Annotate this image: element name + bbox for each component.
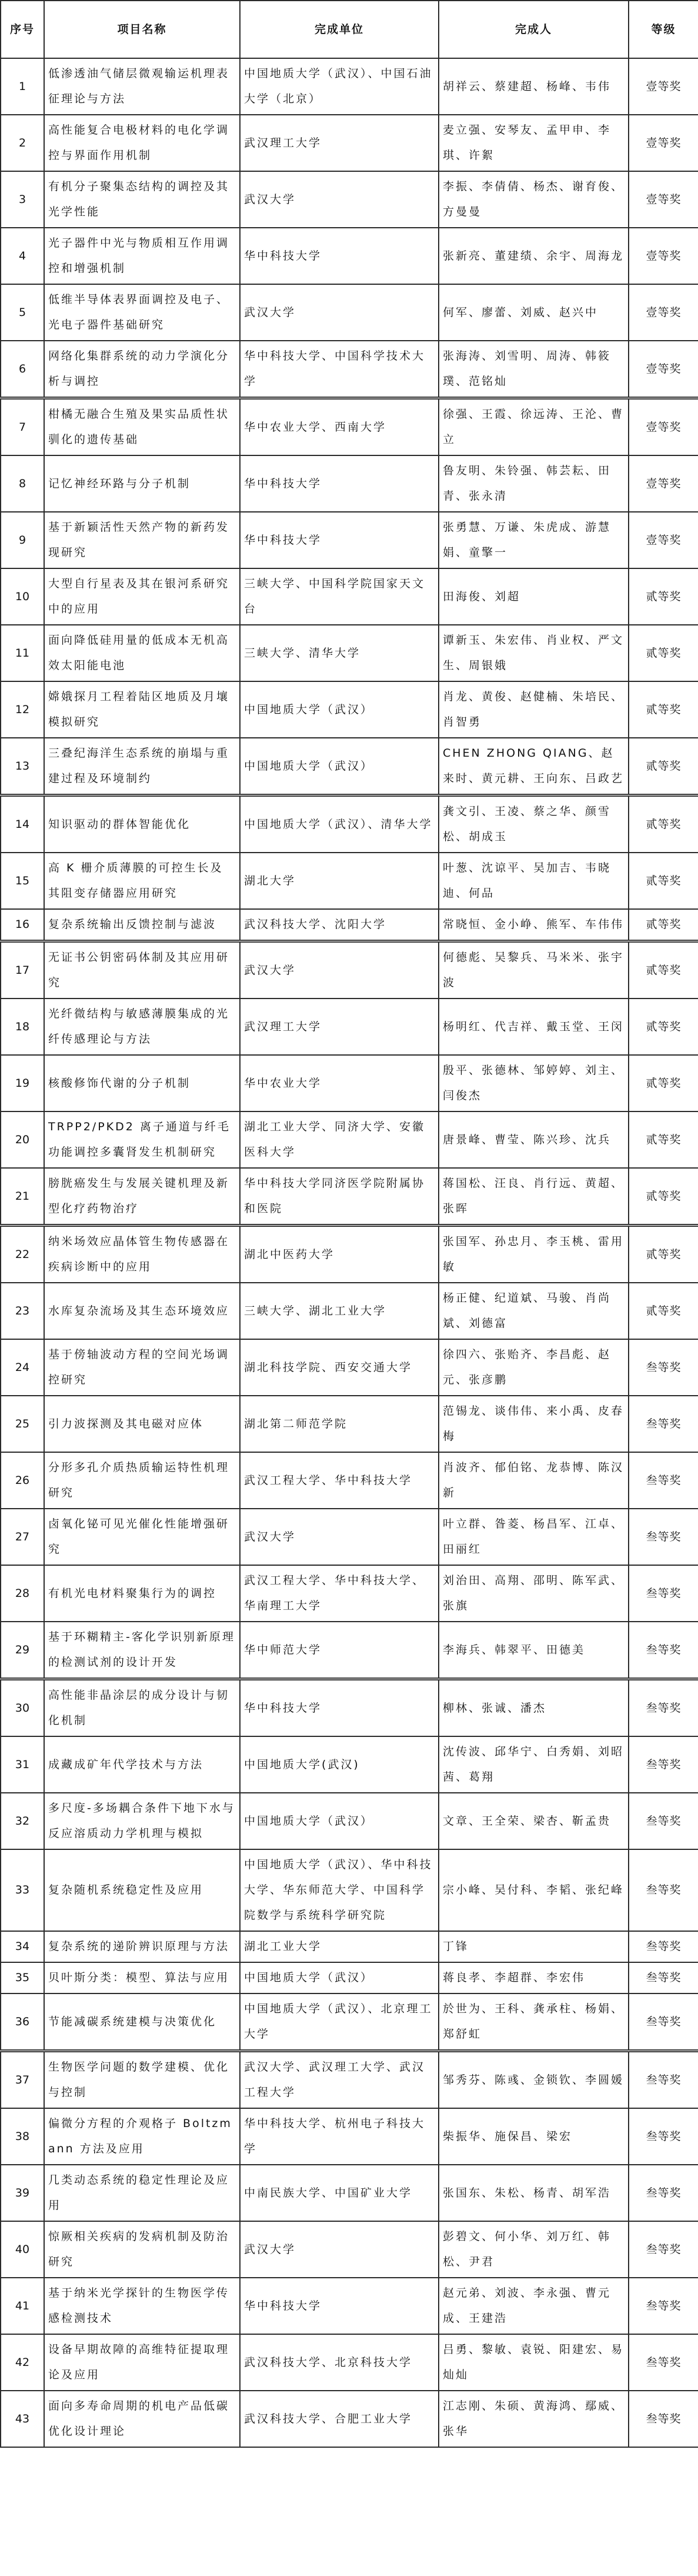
completing-units: 武汉科技大学、合肥工业大学 xyxy=(240,2391,439,2447)
award-grade: 贰等奖 xyxy=(629,568,698,625)
table-row xyxy=(1,1452,698,1509)
row-number: 38 xyxy=(1,2108,44,2165)
project-title: 有机分子聚集态结构的调控及其光学性能 xyxy=(44,171,240,228)
table-row xyxy=(1,1622,698,1679)
project-title: 多尺度-多场耦合条件下地下水与反应溶质动力学机理与模拟 xyxy=(44,1793,240,1849)
award-grade: 叁等奖 xyxy=(629,2221,698,2278)
table-row xyxy=(1,1055,698,1111)
table-row xyxy=(1,115,698,171)
award-grade: 贰等奖 xyxy=(629,681,698,738)
completing-units: 湖北大学 xyxy=(240,853,439,909)
project-title: TRPP2/PKD2 离子通道与纤毛功能调控多囊肾发生机制研究 xyxy=(44,1111,240,1168)
row-number: 9 xyxy=(1,512,44,568)
award-grade: 叁等奖 xyxy=(629,1339,698,1396)
award-grade: 叁等奖 xyxy=(629,2165,698,2221)
header-no: 序号 xyxy=(1,1,44,58)
project-title: 纳米场效应晶体管生物传感器在疾病诊断中的应用 xyxy=(44,1226,240,1283)
completers: 邹秀芬、陈彧、金锁钦、李圆媛 xyxy=(439,2051,629,2109)
project-title: 贝叶斯分类：模型、算法与应用 xyxy=(44,1962,240,1993)
row-number: 21 xyxy=(1,1168,44,1226)
project-title: 复杂随机系统稳定性及应用 xyxy=(44,1849,240,1931)
project-title: 高 K 栅介质薄膜的可控生长及其阻变存储器应用研究 xyxy=(44,853,240,909)
completing-units: 武汉工程大学、华中科技大学、华南理工大学 xyxy=(240,1565,439,1622)
award-grade: 贰等奖 xyxy=(629,941,698,999)
project-title: 引力波探测及其电磁对应体 xyxy=(44,1396,240,1452)
completers: 张新亮、董建绩、余宇、周海龙 xyxy=(439,228,629,284)
table-row xyxy=(1,625,698,681)
award-grade: 贰等奖 xyxy=(629,738,698,796)
row-number: 23 xyxy=(1,1283,44,1339)
award-grade: 叁等奖 xyxy=(629,1509,698,1565)
table-row xyxy=(1,909,698,941)
completing-units: 武汉科技大学、北京科技大学 xyxy=(240,2334,439,2391)
award-grade: 叁等奖 xyxy=(629,1565,698,1622)
completers: 张国军、孙忠月、李玉桃、雷用敏 xyxy=(439,1226,629,1283)
award-grade: 叁等奖 xyxy=(629,1962,698,1993)
table-row xyxy=(1,1168,698,1226)
award-grade: 贰等奖 xyxy=(629,796,698,853)
completers: 柴振华、施保昌、梁宏 xyxy=(439,2108,629,2165)
completing-units: 武汉大学 xyxy=(240,171,439,228)
row-number: 41 xyxy=(1,2278,44,2334)
project-title: 基于新颖活性天然产物的新药发现研究 xyxy=(44,512,240,568)
completing-units: 华中科技大学 xyxy=(240,1679,439,1737)
completers: 徐四六、张贻齐、李昌彪、赵元、张彦鹏 xyxy=(439,1339,629,1396)
award-grade: 叁等奖 xyxy=(629,2278,698,2334)
completers: 唐景峰、曹莹、陈兴珍、沈兵 xyxy=(439,1111,629,1168)
table-row xyxy=(1,2334,698,2391)
award-grade: 叁等奖 xyxy=(629,2051,698,2109)
completers: 彭碧文、何小华、刘万红、韩松、尹君 xyxy=(439,2221,629,2278)
completers: 蒋良孝、李超群、李宏伟 xyxy=(439,1962,629,1993)
table-row xyxy=(1,568,698,625)
award-grade: 贰等奖 xyxy=(629,909,698,941)
completers: 田海俊、刘超 xyxy=(439,568,629,625)
header-units: 完成单位 xyxy=(240,1,439,58)
project-title: 知识驱动的群体智能优化 xyxy=(44,796,240,853)
project-title: 嫦娥探月工程着陆区地质及月壤模拟研究 xyxy=(44,681,240,738)
row-number: 26 xyxy=(1,1452,44,1509)
row-number: 8 xyxy=(1,455,44,512)
completers: 柳林、张诚、潘杰 xyxy=(439,1679,629,1737)
table-row xyxy=(1,1931,698,1962)
row-number: 27 xyxy=(1,1509,44,1565)
completers: 於世为、王科、龚承柱、杨娟、郑舒虹 xyxy=(439,1993,629,2051)
award-grade: 壹等奖 xyxy=(629,171,698,228)
completers: 常晓恒、金小峥、熊军、车伟伟 xyxy=(439,909,629,941)
completing-units: 湖北中医药大学 xyxy=(240,1226,439,1283)
project-title: 光纤微结构与敏感薄膜集成的光纤传感理论与方法 xyxy=(44,999,240,1055)
row-number: 34 xyxy=(1,1931,44,1962)
row-number: 11 xyxy=(1,625,44,681)
project-title: 无证书公钥密码体制及其应用研究 xyxy=(44,941,240,999)
completing-units: 三峡大学、清华大学 xyxy=(240,625,439,681)
award-grade: 叁等奖 xyxy=(629,1993,698,2051)
project-title: 基于傍轴波动方程的空间光场调控研究 xyxy=(44,1339,240,1396)
completing-units: 中国地质大学（武汉） xyxy=(240,738,439,796)
table-row xyxy=(1,58,698,115)
completers: 江志刚、朱硕、黄海鸿、鄢威、张华 xyxy=(439,2391,629,2447)
project-title: 有机光电材料聚集行为的调控 xyxy=(44,1565,240,1622)
completing-units: 三峡大学、湖北工业大学 xyxy=(240,1283,439,1339)
row-number: 42 xyxy=(1,2334,44,2391)
header-title: 项目名称 xyxy=(44,1,240,58)
table-row xyxy=(1,1962,698,1993)
row-number: 13 xyxy=(1,738,44,796)
project-title: 卤氧化铋可见光催化性能增强研究 xyxy=(44,1509,240,1565)
project-title: 大型自行星表及其在银河系研究中的应用 xyxy=(44,568,240,625)
project-title: 复杂系统输出反馈控制与滤波 xyxy=(44,909,240,941)
table-row xyxy=(1,284,698,341)
completing-units: 中国地质大学（武汉） xyxy=(240,1962,439,1993)
table-row xyxy=(1,341,698,398)
table-row xyxy=(1,1509,698,1565)
table-row xyxy=(1,738,698,796)
completers: 沈传波、邱华宁、白秀娟、刘昭茜、葛翔 xyxy=(439,1736,629,1793)
project-title: 复杂系统的递阶辨识原理与方法 xyxy=(44,1931,240,1962)
completing-units: 武汉大学 xyxy=(240,2221,439,2278)
completers: 鲁友明、朱铃强、韩芸耘、田青、张永清 xyxy=(439,455,629,512)
completers: 丁锋 xyxy=(439,1931,629,1962)
row-number: 32 xyxy=(1,1793,44,1849)
project-title: 膀胱癌发生与发展关键机理及新型化疗药物治疗 xyxy=(44,1168,240,1226)
row-number: 17 xyxy=(1,941,44,999)
award-grade: 壹等奖 xyxy=(629,398,698,456)
completers: 叶葱、沈谅平、吴加吉、韦晓迪、何品 xyxy=(439,853,629,909)
completing-units: 中国地质大学（武汉） xyxy=(240,1793,439,1849)
row-number: 2 xyxy=(1,115,44,171)
award-grade: 贰等奖 xyxy=(629,1283,698,1339)
table-row xyxy=(1,1283,698,1339)
completing-units: 华中科技大学 xyxy=(240,455,439,512)
row-number: 37 xyxy=(1,2051,44,2109)
completers: CHEN ZHONG QIANG、赵来时、黄元耕、王向东、吕政艺 xyxy=(439,738,629,796)
completing-units: 武汉大学 xyxy=(240,1509,439,1565)
completers: 李海兵、韩翠平、田德美 xyxy=(439,1622,629,1679)
award-grade: 叁等奖 xyxy=(629,2334,698,2391)
row-number: 25 xyxy=(1,1396,44,1452)
completers: 肖波齐、郁伯铭、龙恭博、陈汉新 xyxy=(439,1452,629,1509)
completers: 叶立群、昝菱、杨昌军、江卓、田丽红 xyxy=(439,1509,629,1565)
completing-units: 武汉大学 xyxy=(240,284,439,341)
table-row xyxy=(1,1396,698,1452)
table-row xyxy=(1,1226,698,1283)
completers: 杨明红、代吉祥、戴玉堂、王闵 xyxy=(439,999,629,1055)
award-grade: 叁等奖 xyxy=(629,1793,698,1849)
completers: 张国东、朱松、杨青、胡军浩 xyxy=(439,2165,629,2221)
completers: 赵元弟、刘波、李永强、曹元成、王建浩 xyxy=(439,2278,629,2334)
award-grade: 贰等奖 xyxy=(629,1055,698,1111)
table-row xyxy=(1,2165,698,2221)
completers: 麦立强、安琴友、孟甲申、李琪、许絮 xyxy=(439,115,629,171)
project-title: 偏微分方程的介观格子 Boltzmann 方法及应用 xyxy=(44,2108,240,2165)
row-number: 4 xyxy=(1,228,44,284)
project-title: 高性能复合电极材料的电化学调控与界面作用机制 xyxy=(44,115,240,171)
table-row xyxy=(1,1736,698,1793)
table-row xyxy=(1,398,698,456)
award-grade: 贰等奖 xyxy=(629,1226,698,1283)
table-row xyxy=(1,1111,698,1168)
completers: 胡祥云、蔡建超、杨峰、韦伟 xyxy=(439,58,629,115)
completing-units: 中国地质大学（武汉） xyxy=(240,681,439,738)
award-grade: 壹等奖 xyxy=(629,58,698,115)
completers: 文章、王全荣、梁杏、靳孟贵 xyxy=(439,1793,629,1849)
completing-units: 中国地质大学（武汉）、华中科技大学、华东师范大学、中国科学院数学与系统科学研究院 xyxy=(240,1849,439,1931)
row-number: 10 xyxy=(1,568,44,625)
row-number: 18 xyxy=(1,999,44,1055)
project-title: 分形多孔介质热质输运特性机理研究 xyxy=(44,1452,240,1509)
table-row xyxy=(1,1793,698,1849)
completers: 蒋国松、汪良、肖行远、黄超、张晖 xyxy=(439,1168,629,1226)
row-number: 14 xyxy=(1,796,44,853)
award-grade: 壹等奖 xyxy=(629,455,698,512)
project-title: 高性能非晶涂层的成分设计与韧化机制 xyxy=(44,1679,240,1737)
award-grade: 叁等奖 xyxy=(629,2108,698,2165)
project-title: 生物医学问题的数学建模、优化与控制 xyxy=(44,2051,240,2109)
project-title: 低渗透油气储层微观输运机理表征理论与方法 xyxy=(44,58,240,115)
project-title: 记忆神经环路与分子机制 xyxy=(44,455,240,512)
project-title: 基于纳米光学探针的生物医学传感检测技术 xyxy=(44,2278,240,2334)
table-row xyxy=(1,1993,698,2051)
row-number: 28 xyxy=(1,1565,44,1622)
award-grade: 壹等奖 xyxy=(629,512,698,568)
row-number: 15 xyxy=(1,853,44,909)
table-header-row xyxy=(1,1,698,58)
completing-units: 湖北工业大学 xyxy=(240,1931,439,1962)
award-grade: 叁等奖 xyxy=(629,1849,698,1931)
award-grade: 叁等奖 xyxy=(629,2391,698,2447)
completers: 刘治田、高翔、邵明、陈军武、张旗 xyxy=(439,1565,629,1622)
completing-units: 武汉科技大学、沈阳大学 xyxy=(240,909,439,941)
completing-units: 华中科技大学 xyxy=(240,228,439,284)
table-row xyxy=(1,2051,698,2109)
row-number: 35 xyxy=(1,1962,44,1993)
project-title: 网络化集群系统的动力学演化分析与调控 xyxy=(44,341,240,398)
project-title: 水库复杂流场及其生态环境效应 xyxy=(44,1283,240,1339)
table-row xyxy=(1,853,698,909)
table-row xyxy=(1,796,698,853)
row-number: 19 xyxy=(1,1055,44,1111)
row-number: 22 xyxy=(1,1226,44,1283)
completing-units: 武汉理工大学 xyxy=(240,999,439,1055)
table-row xyxy=(1,999,698,1055)
completers: 范锡龙、谈伟伟、来小禹、皮春梅 xyxy=(439,1396,629,1452)
completers: 张海涛、刘雪明、周涛、韩筱璞、范铭灿 xyxy=(439,341,629,398)
row-number: 1 xyxy=(1,58,44,115)
completers: 肖龙、黄俊、赵健楠、朱培民、肖智勇 xyxy=(439,681,629,738)
table-row xyxy=(1,2221,698,2278)
project-title: 基于环糊精主-客化学识别新原理的检测试剂的设计开发 xyxy=(44,1622,240,1679)
project-title: 节能减碳系统建模与决策优化 xyxy=(44,1993,240,2051)
award-grade: 贰等奖 xyxy=(629,1111,698,1168)
completers: 张勇慧、万谦、朱虎成、游慧娟、童擎一 xyxy=(439,512,629,568)
award-grade: 贰等奖 xyxy=(629,1168,698,1226)
award-grade: 贰等奖 xyxy=(629,625,698,681)
project-title: 几类动态系统的稳定性理论及应用 xyxy=(44,2165,240,2221)
award-grade: 壹等奖 xyxy=(629,115,698,171)
completing-units: 湖北工业大学、同济大学、安徽医科大学 xyxy=(240,1111,439,1168)
project-title: 成藏成矿年代学技术与方法 xyxy=(44,1736,240,1793)
row-number: 12 xyxy=(1,681,44,738)
row-number: 24 xyxy=(1,1339,44,1396)
award-grade: 壹等奖 xyxy=(629,341,698,398)
award-grade: 壹等奖 xyxy=(629,228,698,284)
row-number: 5 xyxy=(1,284,44,341)
completing-units: 武汉工程大学、华中科技大学 xyxy=(240,1452,439,1509)
award-grade: 叁等奖 xyxy=(629,1622,698,1679)
completing-units: 中国地质大学（武汉）、北京理工大学 xyxy=(240,1993,439,2051)
table-row xyxy=(1,681,698,738)
completers: 宗小峰、吴付科、李韬、张纪峰 xyxy=(439,1849,629,1931)
table-row xyxy=(1,2108,698,2165)
project-title: 柑橘无融合生殖及果实品质性状驯化的遗传基础 xyxy=(44,398,240,456)
completing-units: 华中科技大学 xyxy=(240,2278,439,2334)
award-grade: 叁等奖 xyxy=(629,1679,698,1737)
row-number: 43 xyxy=(1,2391,44,2447)
completing-units: 中国地质大学（武汉）、清华大学 xyxy=(240,796,439,853)
project-title: 低维半导体表界面调控及电子、光电子器件基础研究 xyxy=(44,284,240,341)
table-row xyxy=(1,455,698,512)
project-title: 面向多寿命周期的机电产品低碳优化设计理论 xyxy=(44,2391,240,2447)
award-grade: 贰等奖 xyxy=(629,853,698,909)
completing-units: 中国地质大学（武汉）、中国石油大学（北京） xyxy=(240,58,439,115)
completing-units: 中国地质大学(武汉) xyxy=(240,1736,439,1793)
award-grade: 叁等奖 xyxy=(629,1736,698,1793)
table-row xyxy=(1,1849,698,1931)
row-number: 36 xyxy=(1,1993,44,2051)
table-row xyxy=(1,228,698,284)
row-number: 33 xyxy=(1,1849,44,1931)
row-number: 30 xyxy=(1,1679,44,1737)
completing-units: 华中科技大学、杭州电子科技大学 xyxy=(240,2108,439,2165)
completing-units: 武汉理工大学 xyxy=(240,115,439,171)
row-number: 39 xyxy=(1,2165,44,2221)
table-row xyxy=(1,2278,698,2334)
completers: 杨正健、纪道斌、马骏、肖尚斌、刘德富 xyxy=(439,1283,629,1339)
row-number: 29 xyxy=(1,1622,44,1679)
project-title: 核酸修饰代谢的分子机制 xyxy=(44,1055,240,1111)
award-grade: 壹等奖 xyxy=(629,284,698,341)
table-body xyxy=(1,58,698,2447)
header-grade: 等级 xyxy=(629,1,698,58)
completers: 徐强、王霞、徐远涛、王沦、曹立 xyxy=(439,398,629,456)
completing-units: 华中农业大学、西南大学 xyxy=(240,398,439,456)
completing-units: 武汉大学、武汉理工大学、武汉工程大学 xyxy=(240,2051,439,2109)
completing-units: 中南民族大学、中国矿业大学 xyxy=(240,2165,439,2221)
project-title: 光子器件中光与物质相互作用调控和增强机制 xyxy=(44,228,240,284)
completing-units: 三峡大学、中国科学院国家天文台 xyxy=(240,568,439,625)
completing-units: 华中科技大学、中国科学技术大学 xyxy=(240,341,439,398)
completers: 殷平、张德林、邹婷婷、刘主、闫俊杰 xyxy=(439,1055,629,1111)
table-row xyxy=(1,2391,698,2447)
award-grade: 贰等奖 xyxy=(629,999,698,1055)
completing-units: 湖北科技学院、西安交通大学 xyxy=(240,1339,439,1396)
completers: 何军、廖蕾、刘威、赵兴中 xyxy=(439,284,629,341)
completing-units: 华中科技大学 xyxy=(240,512,439,568)
completing-units: 华中师范大学 xyxy=(240,1622,439,1679)
completers: 龚文引、王凌、蔡之华、颜雪松、胡成玉 xyxy=(439,796,629,853)
table-row xyxy=(1,171,698,228)
table-row xyxy=(1,941,698,999)
table-row xyxy=(1,1679,698,1737)
row-number: 16 xyxy=(1,909,44,941)
project-title: 设备早期故障的高维特征提取理论及应用 xyxy=(44,2334,240,2391)
completers: 李振、李倩倩、杨杰、谢育俊、方曼曼 xyxy=(439,171,629,228)
row-number: 31 xyxy=(1,1736,44,1793)
completers: 吕勇、黎敏、袁锐、阳建宏、易灿灿 xyxy=(439,2334,629,2391)
completing-units: 武汉大学 xyxy=(240,941,439,999)
project-title: 惊厥相关疾病的发病机制及防治研究 xyxy=(44,2221,240,2278)
completing-units: 华中科技大学同济医学院附属协和医院 xyxy=(240,1168,439,1226)
award-grade: 叁等奖 xyxy=(629,1931,698,1962)
completing-units: 湖北第二师范学院 xyxy=(240,1396,439,1452)
table-row xyxy=(1,1339,698,1396)
row-number: 3 xyxy=(1,171,44,228)
row-number: 7 xyxy=(1,398,44,456)
row-number: 20 xyxy=(1,1111,44,1168)
table-row xyxy=(1,512,698,568)
award-grade: 叁等奖 xyxy=(629,1396,698,1452)
project-title: 面向降低硅用量的低成本无机高效太阳能电池 xyxy=(44,625,240,681)
completers: 谭新玉、朱宏伟、肖业权、严文生、周银娥 xyxy=(439,625,629,681)
project-title: 三叠纪海洋生态系统的崩塌与重建过程及环境制约 xyxy=(44,738,240,796)
row-number: 6 xyxy=(1,341,44,398)
award-grade: 叁等奖 xyxy=(629,1452,698,1509)
row-number: 40 xyxy=(1,2221,44,2278)
header-people: 完成人 xyxy=(439,1,629,58)
completing-units: 华中农业大学 xyxy=(240,1055,439,1111)
completers: 何德彪、吴黎兵、马米米、张宇波 xyxy=(439,941,629,999)
table-row xyxy=(1,1565,698,1622)
